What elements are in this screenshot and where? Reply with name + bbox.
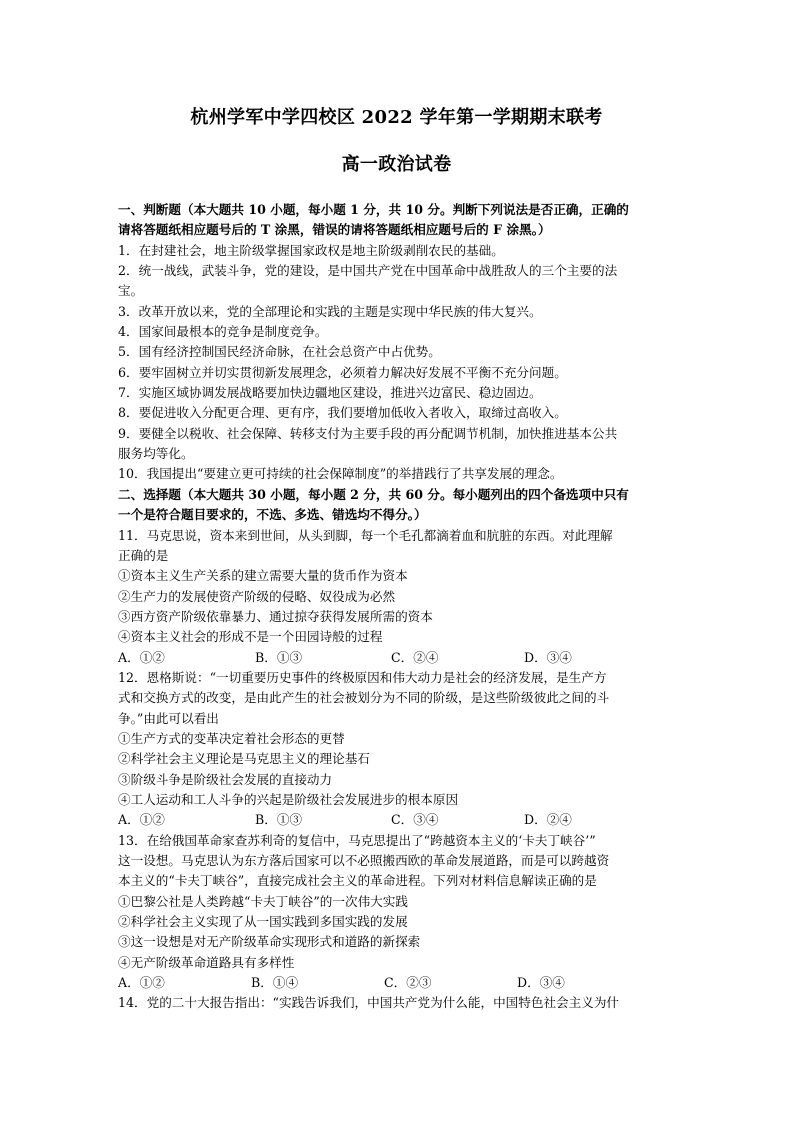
question-14 [118, 993, 678, 1013]
question-statement: ④无产阶级革命道路具有多样性 [118, 954, 295, 970]
judgement-item: 9．要健全以税收、社会保障、转移支付为主要手段的再分配调节机制，加快推进基本公共 [118, 425, 618, 441]
question-statement: ②科学社会主义实现了从一国实践到多国实践的发展 [118, 914, 408, 930]
section-heading-line: 一个是符合题目要求的，不选、多选、错选均不得分。） [118, 507, 427, 523]
exam-title: 杭州学军中学四校区 2022 学年第一学期期末联考 [190, 107, 603, 128]
question-statement: ③西方资产阶级依靠暴力、通过掠夺获得发展所需的资本 [118, 608, 433, 624]
question-statement: ④资本主义社会的形成不是一个田园诗般的过程 [118, 629, 383, 645]
question-stem: 12．恩格斯说：“一切重要历史事件的终极原因和伟大动力是社会的经济发展，是生产方 [118, 669, 607, 685]
judgement-item: 2．统一战线，武装斗争，党的建设，是中国共产党在中国革命中战胜敌人的三个主要的法 [118, 263, 618, 279]
section-2-heading [118, 485, 678, 526]
judgement-item: 6．要牢固树立并切实贯彻新发展理念，必须着力解决好发展不平衡不充分问题。 [118, 364, 567, 380]
question-statement: ③这一设想是对无产阶级革命实现形式和道路的新探索 [118, 934, 421, 950]
section-1-heading [118, 200, 678, 241]
option-b: B．①③ [255, 812, 303, 828]
judgement-item: 4．国家间最根本的竞争是制度竞争。 [118, 324, 328, 340]
question-stem: 11．马克思说，资本来到世间，从头到脚，每一个毛孔都滴着血和肮脏的东西。对此理解 [118, 527, 613, 543]
question-statement: ④工人运动和工人斗争的兴起是阶级社会发展进步的根本原因 [118, 791, 459, 807]
judgement-list [118, 241, 678, 485]
question-13 [118, 831, 678, 994]
answer-options [118, 810, 678, 830]
question-statement: ①资本主义生产关系的建立需要大量的货币作为资本 [118, 568, 408, 584]
judgement-item: 5．国有经济控制国民经济命脉，在社会总资产中占优势。 [118, 344, 441, 360]
question-stem: 这一设想。马克思认为东方落后国家可以不必照搬西欧的革命发展道路，而是可以跨越资 [118, 853, 610, 868]
judgement-item: 1．在封建社会，地主阶级掌握国家政权是地主阶级剥削农民的基础。 [118, 242, 504, 258]
question-statement: ①生产方式的变革决定着社会形态的更替 [118, 730, 345, 746]
question-statement: ③阶级斗争是阶级社会发展的直接动力 [118, 771, 333, 787]
option-c: C．③④ [391, 812, 439, 828]
exam-subtitle: 高一政治试卷 [341, 154, 452, 175]
option-a: A．①② [118, 649, 165, 665]
section-heading-line: 二、选择题（本大题共 30 小题，每小题 2 分，共 60 分。每小题列出的四个备选项中只有 [118, 486, 629, 502]
question-statement: ①巴黎公社是人类跨越“卡夫丁峡谷”的一次伟大实践 [118, 893, 408, 909]
section-heading-line: 一、判断题（本大题共 10 小题，每小题 1 分，共 10 分。判断下列说法是否正确，正确的 [118, 202, 629, 217]
option-b: B．①④ [251, 975, 299, 991]
question-11 [118, 526, 678, 668]
question-stem: 式和交换方式的改变，是由此产生的社会被划分为不同的阶级，是这些阶级彼此之间的斗 [118, 690, 610, 706]
question-statement: ②生产力的发展使资产阶级的侵略、奴役成为必然 [118, 588, 396, 604]
option-a: A．①② [118, 812, 165, 828]
option-b: B．①③ [255, 649, 303, 665]
question-stem: 14．党的二十大报告指出：“实践告诉我们，中国共产党为什么能，中国特色社会主义为什 [118, 995, 620, 1011]
answer-options [118, 973, 678, 993]
option-a: A．①② [118, 975, 165, 991]
judgement-item: 10．我国提出“要建立更可持续的社会保障制度”的举措践行了共享发展的理念。 [118, 466, 563, 482]
option-c: C．②④ [391, 649, 439, 665]
option-c: C．②③ [384, 975, 432, 991]
question-12 [118, 668, 678, 831]
question-statement: ②科学社会主义理论是马克思主义的理论基石 [118, 751, 370, 767]
judgement-item: 7．实施区域协调发展战略要加快边疆地区建设，推进兴边富民、稳边固边。 [118, 385, 542, 401]
answer-options [118, 648, 678, 668]
option-d: D．②④ [524, 812, 572, 828]
question-stem: 正确的是 [118, 547, 169, 563]
question-stem: 争。”由此可以看出 [118, 710, 219, 726]
judgement-item: 8．要促进收入分配更合理、更有序，我们要增加低收入者收入，取缔过高收入。 [118, 405, 567, 421]
judgement-item-continued: 服务均等化。 [118, 446, 194, 462]
section-heading-line: 请将答题纸相应题号后的 T 涂黑，错误的请将答题纸相应题号后的 F 涂黑。） [118, 222, 551, 238]
question-stem: 13．在给俄国革命家查苏利奇的复信中，马克思提出了“跨越资本主义的‘卡夫丁峡谷’” [118, 832, 596, 848]
exam-content [118, 200, 678, 1014]
question-stem: 本主义的“卡夫丁峡谷”，直接完成社会主义的革命进程。下列对材料信息解读正确的是 [118, 873, 597, 889]
option-d: D．③④ [517, 975, 565, 991]
option-d: D．③④ [524, 649, 572, 665]
judgement-item: 3．改革开放以来，党的全部理论和实践的主题是实现中华民族的伟大复兴。 [118, 303, 542, 319]
judgement-item-continued: 宝。 [118, 283, 144, 299]
